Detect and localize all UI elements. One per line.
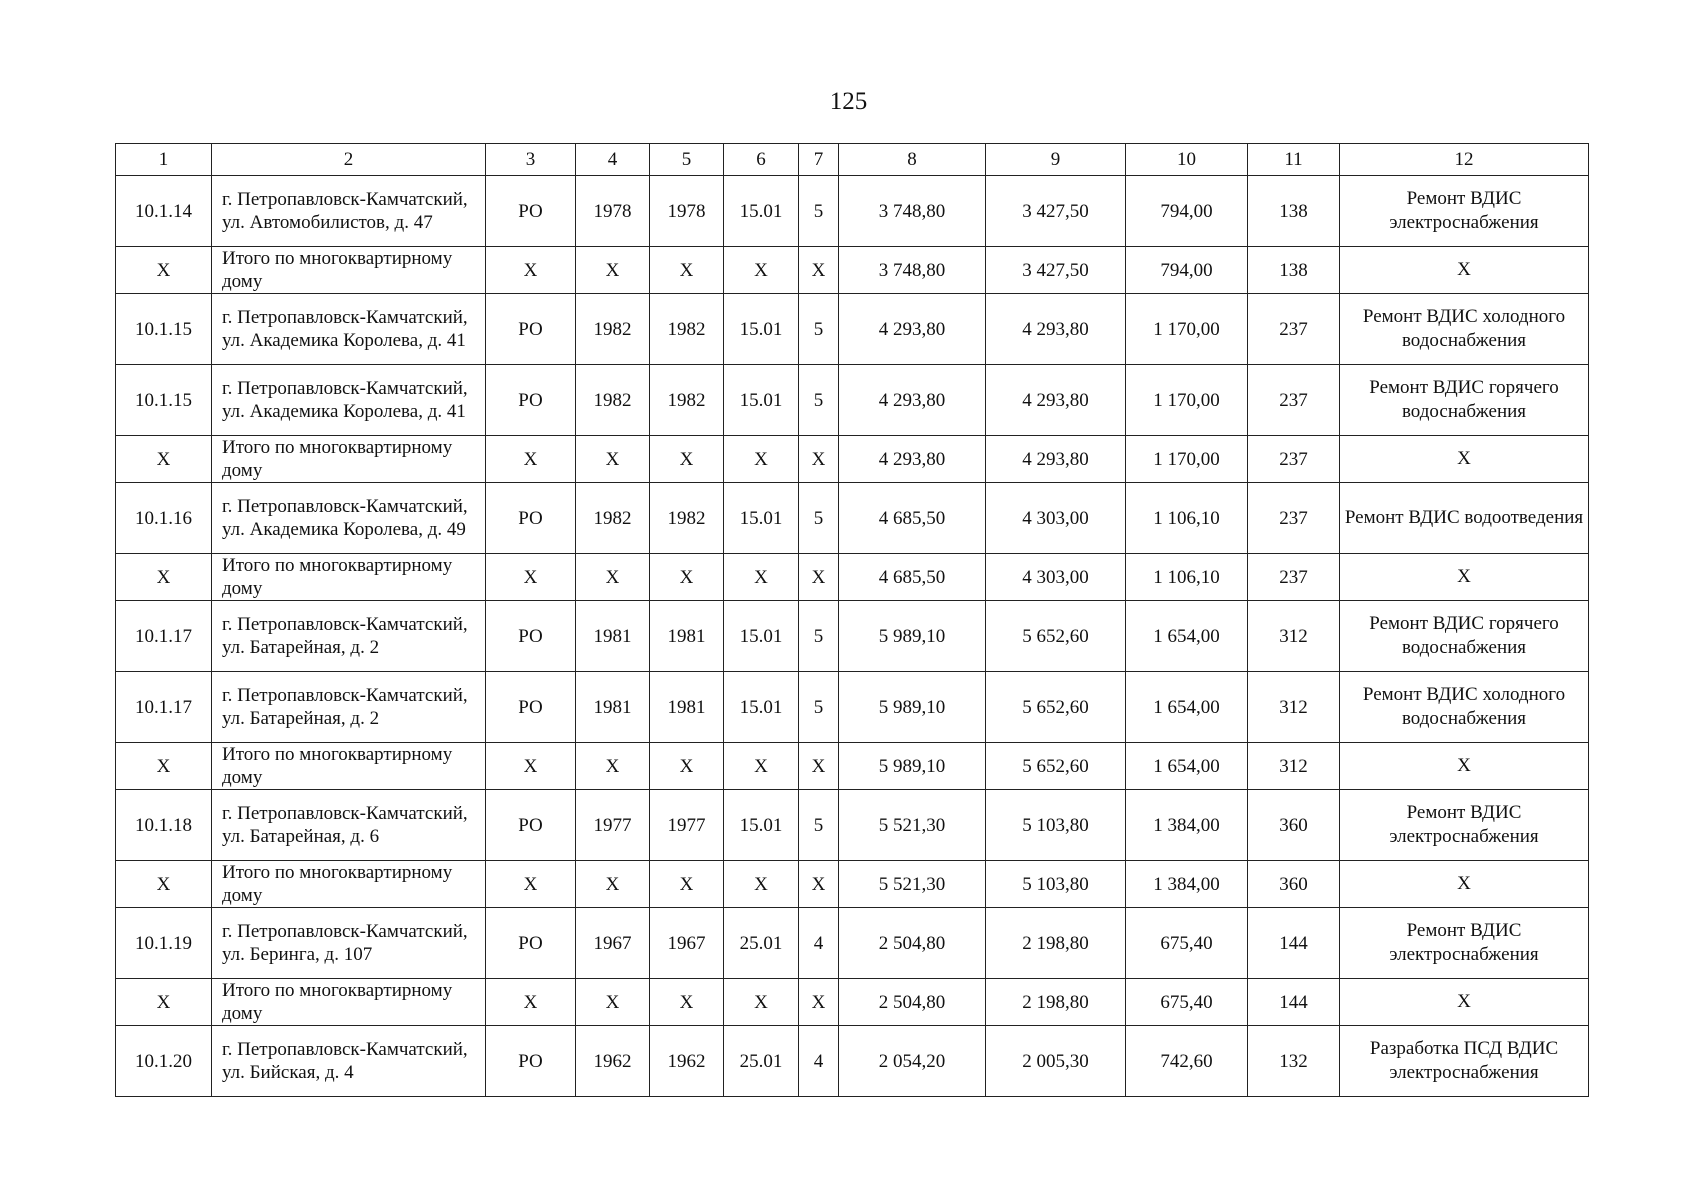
year-built-cell: Х	[576, 247, 650, 294]
work-type-cell: Ремонт ВДИС водоотведения	[1340, 483, 1589, 554]
wall-material-cell: 15.01	[724, 672, 799, 743]
floors-cell: 5	[799, 672, 839, 743]
wall-material-cell: Х	[724, 554, 799, 601]
nonliving-area-cell: 675,40	[1126, 979, 1248, 1026]
living-area-cell: 3 427,50	[986, 176, 1126, 247]
total-area-cell: 4 293,80	[839, 365, 986, 436]
total-area-cell: 5 989,10	[839, 672, 986, 743]
year-built-cell: Х	[576, 554, 650, 601]
row-code-cell: 10.1.14	[116, 176, 212, 247]
nonliving-area-cell: 794,00	[1126, 176, 1248, 247]
year-built-cell: Х	[576, 743, 650, 790]
residents-cell: 312	[1248, 743, 1340, 790]
page-number: 125	[829, 88, 868, 115]
year-built-cell: Х	[576, 861, 650, 908]
wall-material-cell: 25.01	[724, 1026, 799, 1097]
nonliving-area-cell: 1 654,00	[1126, 672, 1248, 743]
year-commission-cell: 1982	[650, 294, 724, 365]
row-code-cell: 10.1.15	[116, 294, 212, 365]
nonliving-area-cell: 1 654,00	[1126, 743, 1248, 790]
column-header: 9	[986, 144, 1126, 176]
nonliving-area-cell: 1 106,10	[1126, 554, 1248, 601]
nonliving-area-cell: 1 170,00	[1126, 436, 1248, 483]
type-cell: РО	[486, 1026, 576, 1097]
work-type-cell: Ремонт ВДИС холодного водоснабжения	[1340, 294, 1589, 365]
work-type-cell: Х	[1340, 743, 1589, 790]
living-area-cell: 2 198,80	[986, 979, 1126, 1026]
total-area-cell: 2 504,80	[839, 979, 986, 1026]
floors-cell: Х	[799, 979, 839, 1026]
residents-cell: 237	[1248, 365, 1340, 436]
nonliving-area-cell: 1 654,00	[1126, 601, 1248, 672]
row-code-cell: 10.1.17	[116, 601, 212, 672]
type-cell: РО	[486, 672, 576, 743]
table-row	[116, 672, 1589, 743]
total-row	[116, 861, 1589, 908]
residents-cell: 138	[1248, 176, 1340, 247]
wall-material-cell: Х	[724, 861, 799, 908]
type-cell: Х	[486, 247, 576, 294]
floors-cell: 5	[799, 601, 839, 672]
wall-material-cell: Х	[724, 247, 799, 294]
wall-material-cell: 15.01	[724, 176, 799, 247]
type-cell: РО	[486, 601, 576, 672]
work-type-cell: Ремонт ВДИС горячего водоснабжения	[1340, 601, 1589, 672]
total-row	[116, 436, 1589, 483]
type-cell: РО	[486, 483, 576, 554]
column-header: 8	[839, 144, 986, 176]
table-body	[116, 176, 1589, 1097]
year-built-cell: 1967	[576, 908, 650, 979]
row-code-cell: Х	[116, 554, 212, 601]
total-area-cell: 4 685,50	[839, 554, 986, 601]
year-commission-cell: 1977	[650, 790, 724, 861]
floors-cell: Х	[799, 554, 839, 601]
residents-cell: 360	[1248, 861, 1340, 908]
wall-material-cell: Х	[724, 436, 799, 483]
work-type-cell: Х	[1340, 247, 1589, 294]
total-area-cell: 5 989,10	[839, 743, 986, 790]
work-type-cell: Разработка ПСД ВДИС электроснабжения	[1340, 1026, 1589, 1097]
type-cell: РО	[486, 294, 576, 365]
type-cell: Х	[486, 436, 576, 483]
address-cell: г. Петропавловск-Камчатский, ул. Батарейная, д. 2	[212, 672, 486, 743]
year-built-cell: 1982	[576, 294, 650, 365]
total-area-cell: 4 685,50	[839, 483, 986, 554]
type-cell: РО	[486, 365, 576, 436]
address-cell: Итого по многоквартирному дому	[212, 743, 486, 790]
floors-cell: Х	[799, 861, 839, 908]
address-cell: г. Петропавловск-Камчатский, ул. Батарейная, д. 6	[212, 790, 486, 861]
nonliving-area-cell: 1 170,00	[1126, 365, 1248, 436]
total-area-cell: 4 293,80	[839, 294, 986, 365]
year-built-cell: Х	[576, 979, 650, 1026]
table-row	[116, 908, 1589, 979]
floors-cell: 5	[799, 365, 839, 436]
address-cell: г. Петропавловск-Камчатский, ул. Академика Королева, д. 41	[212, 294, 486, 365]
living-area-cell: 5 652,60	[986, 743, 1126, 790]
work-type-cell: Х	[1340, 979, 1589, 1026]
column-number-header-row	[116, 144, 1589, 176]
living-area-cell: 2 198,80	[986, 908, 1126, 979]
year-commission-cell: 1967	[650, 908, 724, 979]
year-commission-cell: 1982	[650, 365, 724, 436]
row-code-cell: Х	[116, 979, 212, 1026]
work-type-cell: Ремонт ВДИС электроснабжения	[1340, 790, 1589, 861]
work-type-cell: Ремонт ВДИС электроснабжения	[1340, 908, 1589, 979]
column-header: 2	[212, 144, 486, 176]
wall-material-cell: 15.01	[724, 790, 799, 861]
address-cell: г. Петропавловск-Камчатский, ул. Автомобилистов, д. 47	[212, 176, 486, 247]
address-cell: г. Петропавловск-Камчатский, ул. Академика Королева, д. 49	[212, 483, 486, 554]
living-area-cell: 4 293,80	[986, 436, 1126, 483]
nonliving-area-cell: 1 384,00	[1126, 790, 1248, 861]
column-header: 10	[1126, 144, 1248, 176]
work-type-cell: Х	[1340, 436, 1589, 483]
row-code-cell: 10.1.16	[116, 483, 212, 554]
year-built-cell: 1982	[576, 365, 650, 436]
total-area-cell: 5 521,30	[839, 790, 986, 861]
table-row	[116, 176, 1589, 247]
residents-cell: 132	[1248, 1026, 1340, 1097]
nonliving-area-cell: 1 384,00	[1126, 861, 1248, 908]
nonliving-area-cell: 1 170,00	[1126, 294, 1248, 365]
living-area-cell: 5 103,80	[986, 790, 1126, 861]
residents-cell: 237	[1248, 294, 1340, 365]
floors-cell: 5	[799, 790, 839, 861]
address-cell: Итого по многоквартирному дому	[212, 554, 486, 601]
year-commission-cell: Х	[650, 979, 724, 1026]
floors-cell: Х	[799, 436, 839, 483]
column-header: 3	[486, 144, 576, 176]
work-type-cell: Х	[1340, 861, 1589, 908]
address-cell: Итого по многоквартирному дому	[212, 979, 486, 1026]
residents-cell: 312	[1248, 672, 1340, 743]
floors-cell: 5	[799, 176, 839, 247]
total-row	[116, 979, 1589, 1026]
column-header: 4	[576, 144, 650, 176]
total-area-cell: 5 989,10	[839, 601, 986, 672]
floors-cell: Х	[799, 247, 839, 294]
column-header: 7	[799, 144, 839, 176]
year-built-cell: 1982	[576, 483, 650, 554]
row-code-cell: Х	[116, 861, 212, 908]
row-code-cell: 10.1.20	[116, 1026, 212, 1097]
row-code-cell: 10.1.18	[116, 790, 212, 861]
work-type-cell: Ремонт ВДИС горячего водоснабжения	[1340, 365, 1589, 436]
year-built-cell: 1981	[576, 601, 650, 672]
column-header: 12	[1340, 144, 1589, 176]
type-cell: Х	[486, 554, 576, 601]
residents-cell: 237	[1248, 436, 1340, 483]
living-area-cell: 4 293,80	[986, 365, 1126, 436]
living-area-cell: 4 303,00	[986, 554, 1126, 601]
residents-cell: 237	[1248, 483, 1340, 554]
table-row	[116, 365, 1589, 436]
work-type-cell: Х	[1340, 554, 1589, 601]
living-area-cell: 5 652,60	[986, 672, 1126, 743]
total-area-cell: 3 748,80	[839, 176, 986, 247]
total-row	[116, 247, 1589, 294]
year-commission-cell: Х	[650, 554, 724, 601]
housing-repair-table	[115, 143, 1589, 1097]
year-built-cell: Х	[576, 436, 650, 483]
row-code-cell: 10.1.19	[116, 908, 212, 979]
table-row	[116, 601, 1589, 672]
row-code-cell: 10.1.15	[116, 365, 212, 436]
year-commission-cell: Х	[650, 436, 724, 483]
total-row	[116, 554, 1589, 601]
wall-material-cell: 25.01	[724, 908, 799, 979]
year-built-cell: 1977	[576, 790, 650, 861]
nonliving-area-cell: 1 106,10	[1126, 483, 1248, 554]
living-area-cell: 3 427,50	[986, 247, 1126, 294]
living-area-cell: 5 652,60	[986, 601, 1126, 672]
year-built-cell: 1978	[576, 176, 650, 247]
type-cell: Х	[486, 743, 576, 790]
residents-cell: 138	[1248, 247, 1340, 294]
address-cell: Итого по многоквартирному дому	[212, 247, 486, 294]
table-row	[116, 294, 1589, 365]
residents-cell: 237	[1248, 554, 1340, 601]
row-code-cell: Х	[116, 247, 212, 294]
floors-cell: Х	[799, 743, 839, 790]
type-cell: РО	[486, 176, 576, 247]
nonliving-area-cell: 675,40	[1126, 908, 1248, 979]
year-commission-cell: 1981	[650, 672, 724, 743]
wall-material-cell: Х	[724, 979, 799, 1026]
address-cell: г. Петропавловск-Камчатский, ул. Академика Королева, д. 41	[212, 365, 486, 436]
nonliving-area-cell: 794,00	[1126, 247, 1248, 294]
residents-cell: 312	[1248, 601, 1340, 672]
table-row	[116, 1026, 1589, 1097]
total-area-cell: 5 521,30	[839, 861, 986, 908]
table-row	[116, 790, 1589, 861]
address-cell: г. Петропавловск-Камчатский, ул. Бийская, д. 4	[212, 1026, 486, 1097]
address-cell: Итого по многоквартирному дому	[212, 436, 486, 483]
residents-cell: 144	[1248, 908, 1340, 979]
floors-cell: 4	[799, 908, 839, 979]
living-area-cell: 5 103,80	[986, 861, 1126, 908]
floors-cell: 5	[799, 483, 839, 554]
type-cell: Х	[486, 979, 576, 1026]
address-cell: Итого по многоквартирному дому	[212, 861, 486, 908]
row-code-cell: Х	[116, 743, 212, 790]
floors-cell: 5	[799, 294, 839, 365]
column-header: 6	[724, 144, 799, 176]
work-type-cell: Ремонт ВДИС холодного водоснабжения	[1340, 672, 1589, 743]
total-area-cell: 4 293,80	[839, 436, 986, 483]
year-commission-cell: 1978	[650, 176, 724, 247]
living-area-cell: 4 303,00	[986, 483, 1126, 554]
living-area-cell: 2 005,30	[986, 1026, 1126, 1097]
type-cell: РО	[486, 790, 576, 861]
year-built-cell: 1981	[576, 672, 650, 743]
nonliving-area-cell: 742,60	[1126, 1026, 1248, 1097]
wall-material-cell: Х	[724, 743, 799, 790]
row-code-cell: Х	[116, 436, 212, 483]
year-commission-cell: 1981	[650, 601, 724, 672]
living-area-cell: 4 293,80	[986, 294, 1126, 365]
table-row	[116, 483, 1589, 554]
wall-material-cell: 15.01	[724, 365, 799, 436]
year-commission-cell: Х	[650, 247, 724, 294]
floors-cell: 4	[799, 1026, 839, 1097]
total-area-cell: 2 054,20	[839, 1026, 986, 1097]
year-commission-cell: 1962	[650, 1026, 724, 1097]
address-cell: г. Петропавловск-Камчатский, ул. Батарейная, д. 2	[212, 601, 486, 672]
address-cell: г. Петропавловск-Камчатский, ул. Беринга, д. 107	[212, 908, 486, 979]
work-type-cell: Ремонт ВДИС электроснабжения	[1340, 176, 1589, 247]
year-commission-cell: 1982	[650, 483, 724, 554]
wall-material-cell: 15.01	[724, 483, 799, 554]
type-cell: РО	[486, 908, 576, 979]
column-header: 1	[116, 144, 212, 176]
wall-material-cell: 15.01	[724, 601, 799, 672]
residents-cell: 360	[1248, 790, 1340, 861]
row-code-cell: 10.1.17	[116, 672, 212, 743]
total-area-cell: 3 748,80	[839, 247, 986, 294]
column-header: 5	[650, 144, 724, 176]
column-header: 11	[1248, 144, 1340, 176]
year-commission-cell: Х	[650, 743, 724, 790]
year-built-cell: 1962	[576, 1026, 650, 1097]
wall-material-cell: 15.01	[724, 294, 799, 365]
year-commission-cell: Х	[650, 861, 724, 908]
type-cell: Х	[486, 861, 576, 908]
residents-cell: 144	[1248, 979, 1340, 1026]
total-row	[116, 743, 1589, 790]
total-area-cell: 2 504,80	[839, 908, 986, 979]
